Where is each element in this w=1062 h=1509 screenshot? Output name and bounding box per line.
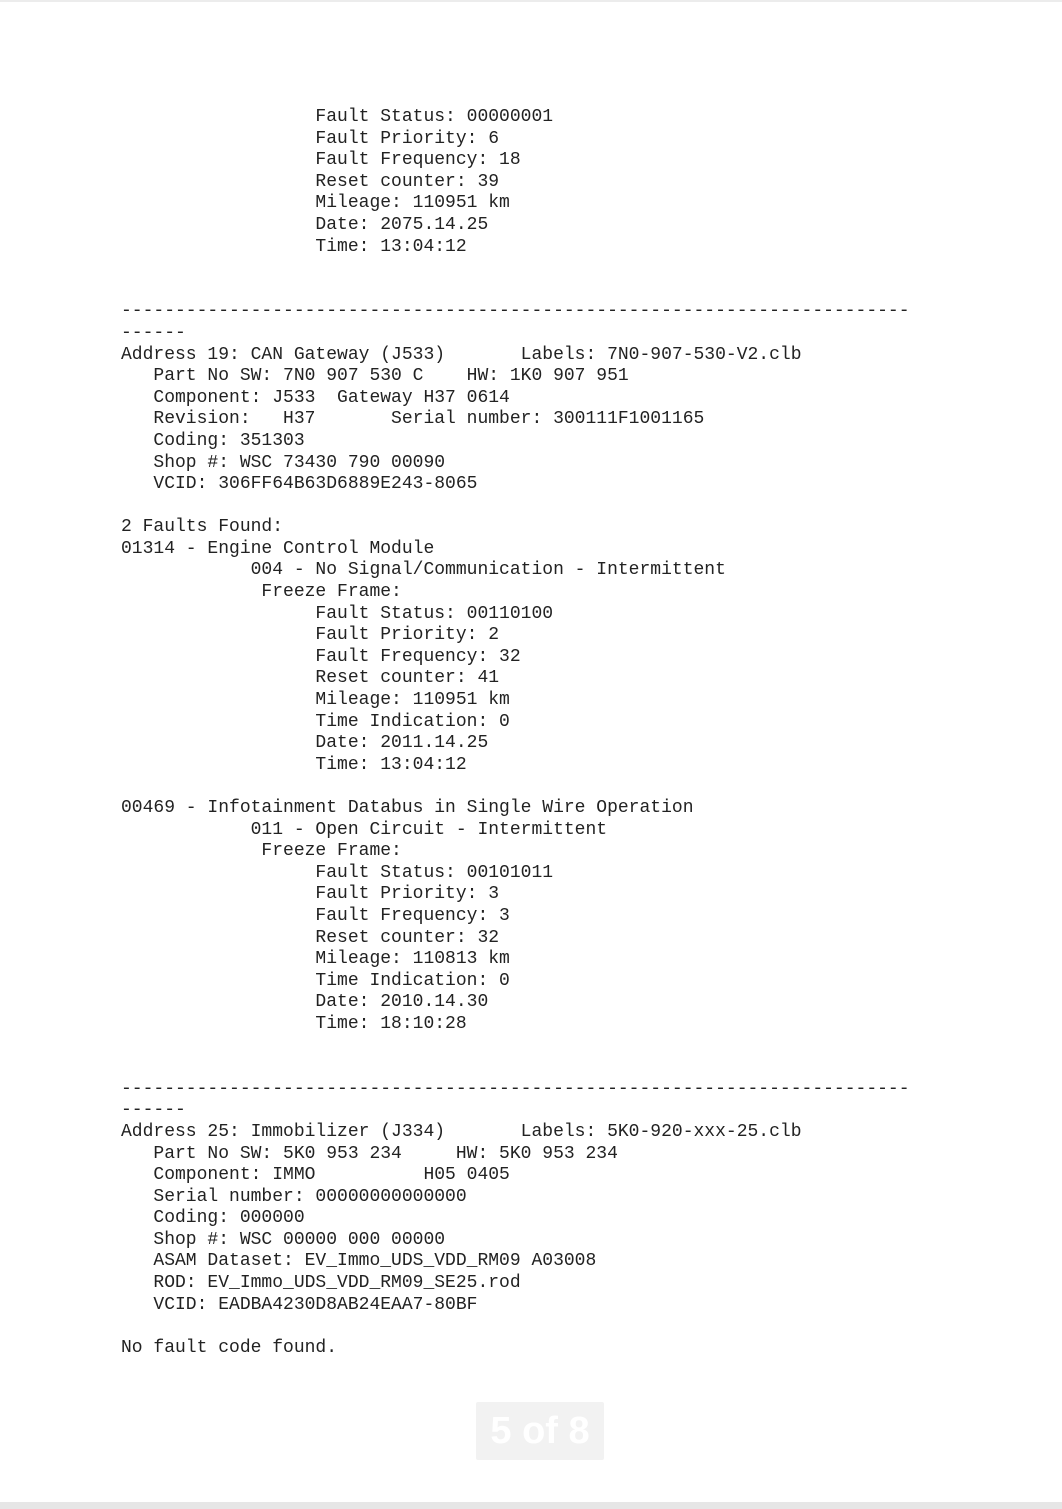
report-line	[121, 280, 1021, 302]
report-line: Time Indication: 0	[121, 711, 510, 732]
report-line: Address 25: Immobilizer (J334) Labels: 5K0-920-xxx-25.clb	[121, 1121, 802, 1142]
report-line: 011 - Open Circuit - Intermittent	[121, 819, 608, 840]
report-line: Fault Priority: 2	[121, 625, 500, 646]
report-line: Time: 13:04:12	[121, 754, 467, 775]
report-line: Fault Priority: 6	[121, 128, 500, 149]
report-line	[121, 1036, 1021, 1058]
report-line: VCID: EADBA4230D8AB24EAA7-80BF	[121, 1294, 478, 1315]
report-line: ------	[121, 322, 186, 343]
report-line: Mileage: 110813 km	[121, 949, 510, 970]
report-line: Shop #: WSC 00000 000 00000	[121, 1229, 446, 1250]
report-line: Time: 13:04:12	[121, 236, 467, 257]
report-line: Coding: 351303	[121, 430, 305, 451]
report-line: Fault Status: 00000001	[121, 107, 554, 127]
report-line: Serial number: 00000000000000	[121, 1186, 467, 1207]
report-line	[121, 258, 1021, 280]
page-indicator: 5 of 8	[476, 1402, 604, 1460]
report-line: Date: 2011.14.25	[121, 733, 489, 754]
report-line: Reset counter: 32	[121, 927, 500, 948]
report-line	[121, 776, 1021, 798]
report-line: Part No SW: 7N0 907 530 C HW: 1K0 907 951	[121, 366, 629, 387]
report-line: ROD: EV_Immo_UDS_VDD_RM09_SE25.rod	[121, 1273, 521, 1294]
report-line: 2 Faults Found:	[121, 517, 284, 538]
report-line: Fault Status: 00110100	[121, 603, 554, 624]
report-line: Date: 2075.14.25	[121, 214, 489, 235]
report-line: ------	[121, 1100, 186, 1121]
report-line: Date: 2010.14.30	[121, 992, 489, 1013]
report-line: Reset counter: 39	[121, 171, 500, 192]
report-line: Component: IMMO H05 0405	[121, 1165, 510, 1186]
report-line: Freeze Frame:	[121, 841, 402, 862]
report-line: Time: 18:10:28	[121, 1013, 467, 1034]
document-page	[0, 2, 1062, 1502]
report-line: ASAM Dataset: EV_Immo_UDS_VDD_RM09 A03008	[121, 1251, 597, 1272]
report-line: 00469 - Infotainment Databus in Single Wire Operation	[121, 798, 694, 818]
report-line: VCID: 306FF64B63D6889E243-8065	[121, 474, 478, 495]
report-line: Time Indication: 0	[121, 970, 510, 991]
report-line: Component: J533 Gateway H37 0614	[121, 387, 510, 408]
report-line: Freeze Frame:	[121, 582, 402, 603]
report-line: 004 - No Signal/Communication - Intermittent	[121, 560, 726, 581]
report-line: Mileage: 110951 km	[121, 193, 510, 214]
report-line: -------------------------------------------------------------------------	[121, 301, 910, 322]
scan-report-text	[121, 107, 1021, 1359]
report-line: Mileage: 110951 km	[121, 690, 510, 711]
report-line: Shop #: WSC 73430 790 00090	[121, 452, 446, 473]
report-line: Reset counter: 41	[121, 668, 500, 689]
report-line: -------------------------------------------------------------------------	[121, 1078, 910, 1099]
report-line	[121, 1057, 1021, 1079]
report-line: Fault Frequency: 3	[121, 905, 510, 926]
report-line: Fault Priority: 3	[121, 884, 500, 905]
report-line: Fault Status: 00101011	[121, 862, 554, 883]
report-line: No fault code found.	[121, 1337, 338, 1358]
viewer-bottom-strip	[0, 1502, 1062, 1509]
report-line	[121, 496, 1021, 518]
report-line: Fault Frequency: 32	[121, 646, 521, 667]
report-line	[121, 1316, 1021, 1338]
report-line: Address 19: CAN Gateway (J533) Labels: 7N0-907-530-V2.clb	[121, 344, 802, 365]
report-line: 01314 - Engine Control Module	[121, 538, 435, 559]
report-line: Fault Frequency: 18	[121, 150, 521, 171]
report-line: Coding: 000000	[121, 1208, 305, 1229]
report-line: Part No SW: 5K0 953 234 HW: 5K0 953 234	[121, 1143, 618, 1164]
report-line: Revision: H37 Serial number: 300111F1001165	[121, 409, 705, 430]
